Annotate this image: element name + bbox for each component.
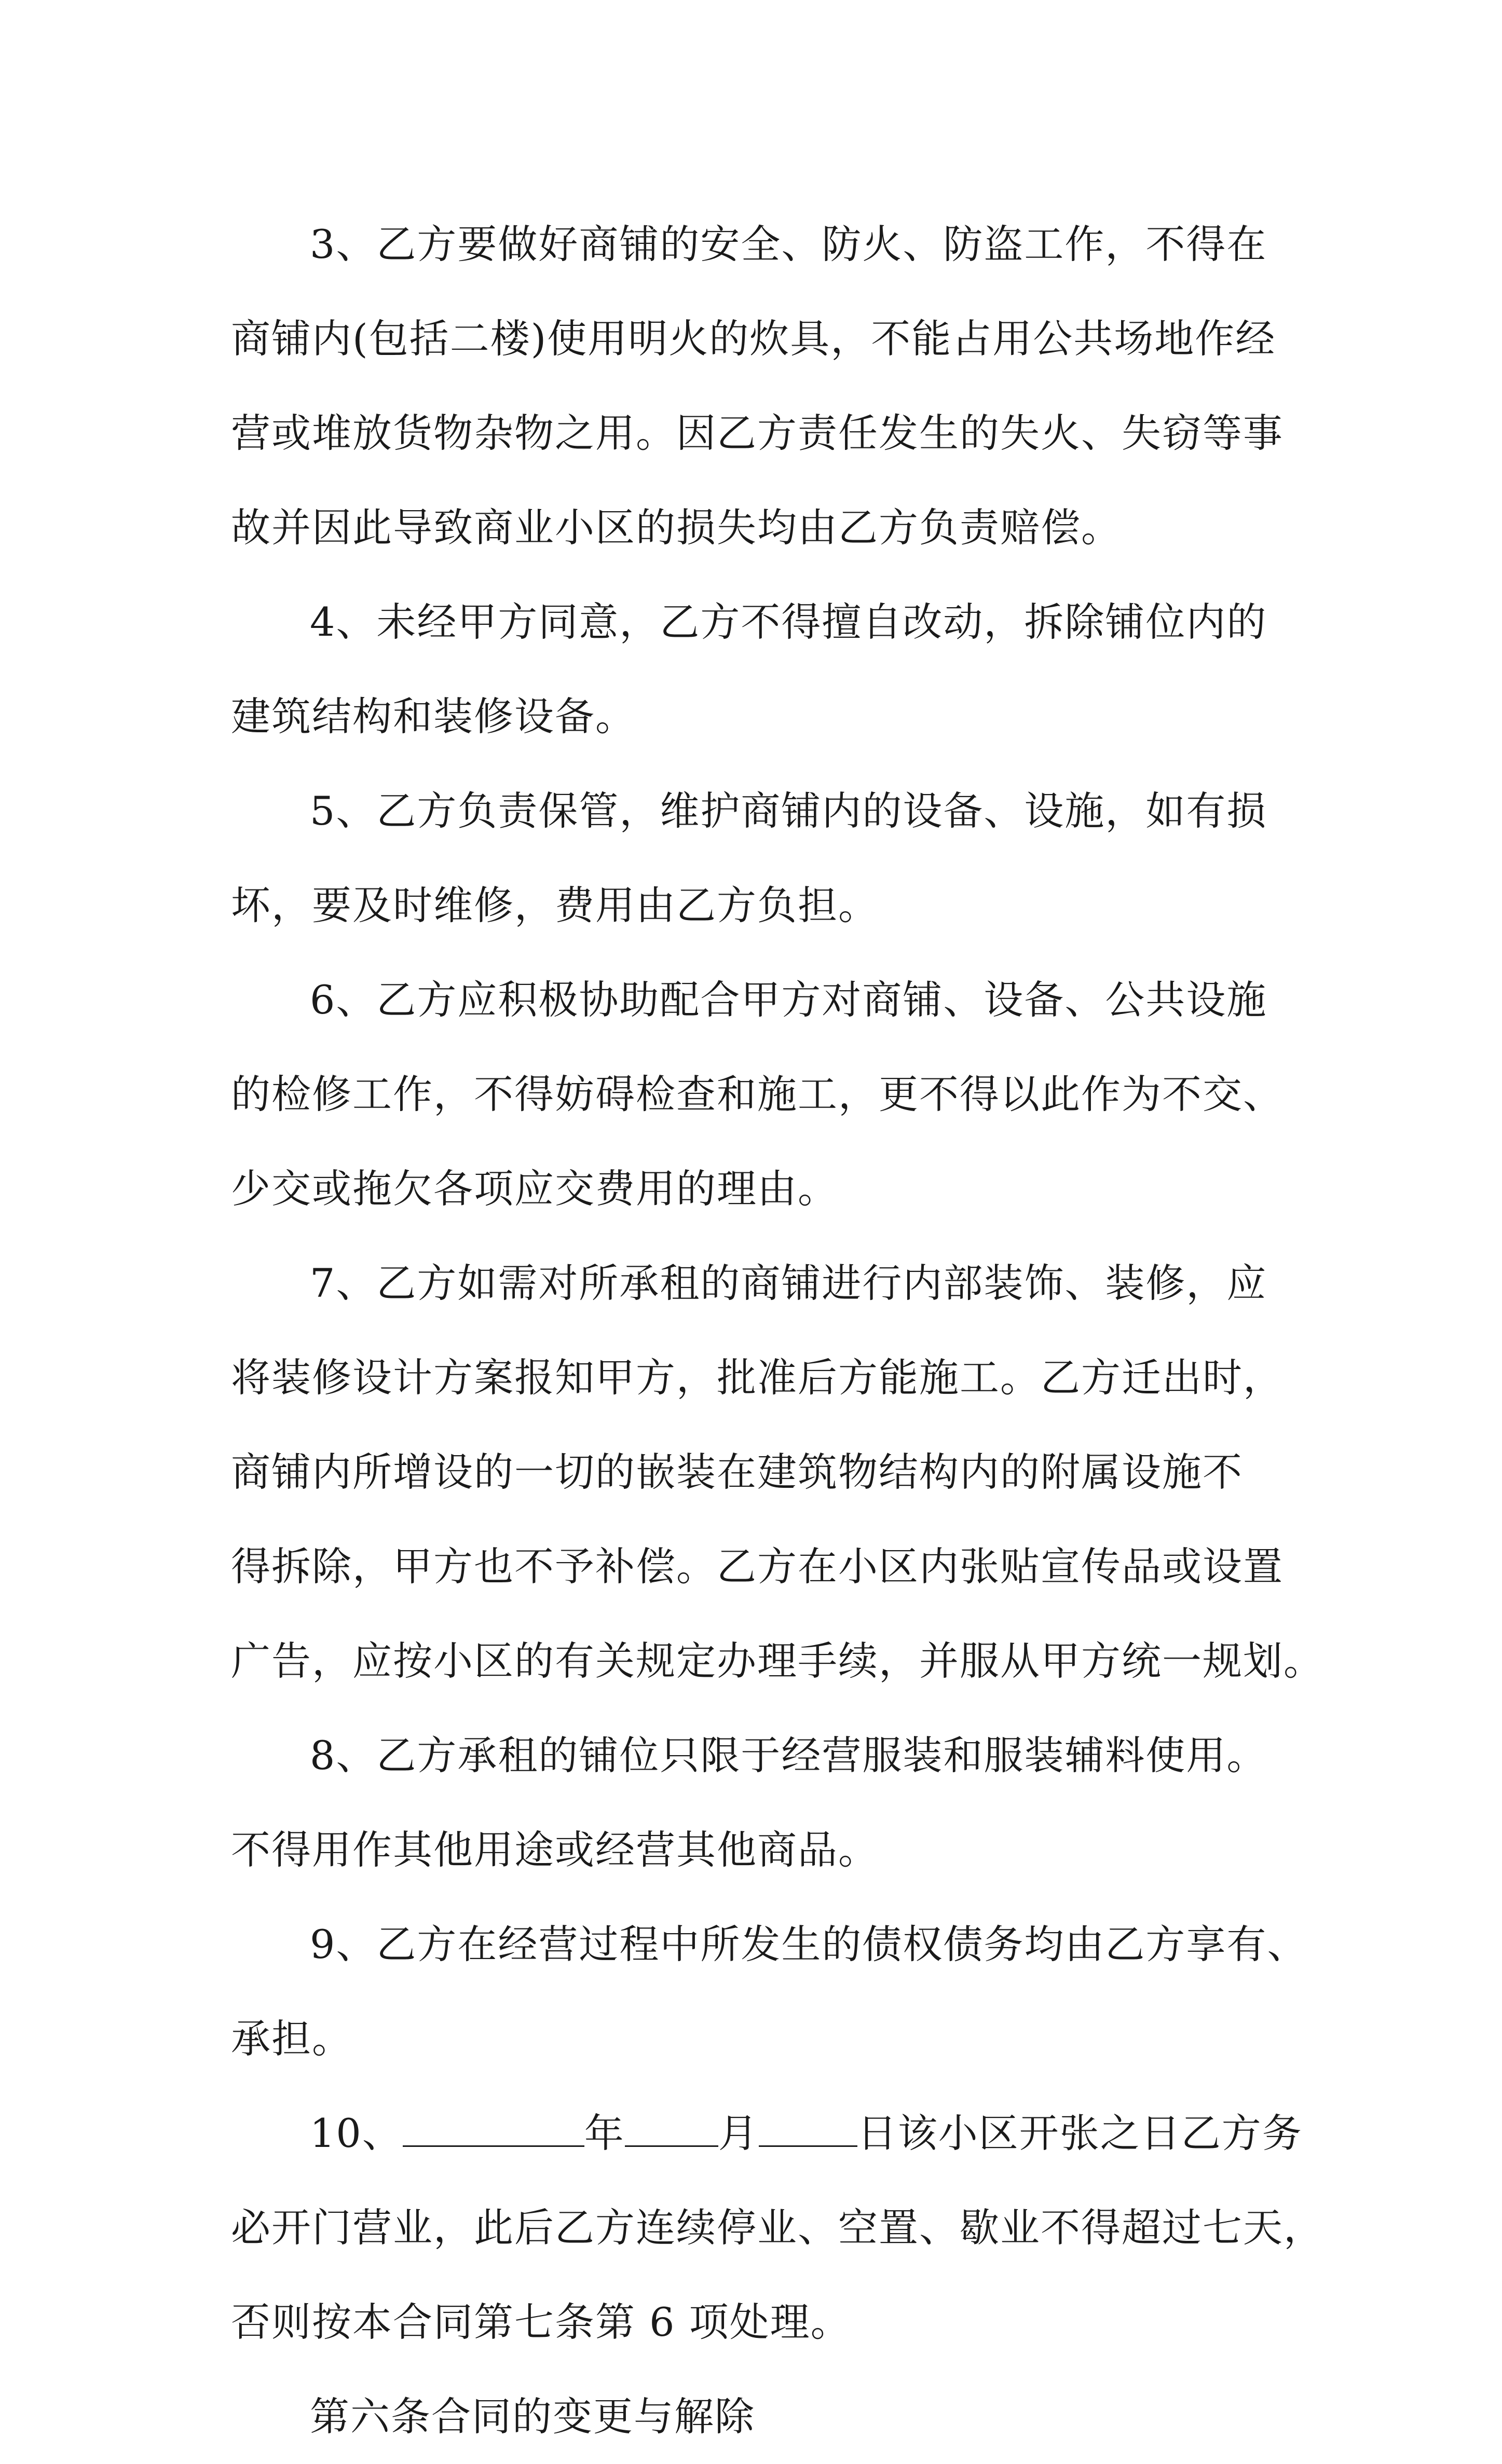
text-line: 坏，要及时维修，费用由乙方负担。: [231, 882, 879, 928]
text-line: 商铺内所增设的一切的嵌装在建筑物结构内的附属设施不: [231, 1449, 1243, 1495]
clause-5: [231, 764, 1285, 953]
text-line: 5、乙方负责保管，维护商铺内的设备、设施，如有损: [310, 788, 1267, 834]
text-line: 6、乙方应积极协助配合甲方对商铺、设备、公共设施: [310, 977, 1267, 1023]
text-line: 少交或拖欠各项应交费用的理由。: [231, 1166, 838, 1212]
text-line: 广告，应按小区的有关规定办理手续，并服从甲方统一规划。: [231, 1638, 1324, 1684]
clause-number: 10、: [310, 2110, 403, 2156]
text-line: 4、未经甲方同意，乙方不得擅自改动，拆除铺位内的: [310, 599, 1267, 645]
text-line: 否则按本合同第七条第 6 项处理。: [231, 2299, 851, 2345]
clause-7: [231, 1236, 1324, 1708]
text-line: 建筑结构和装修设备。: [231, 693, 636, 740]
text-line: 商铺内(包括二楼)使用明火的炊具，不能占用公共场地作经: [231, 316, 1276, 362]
text-line: 不得用作其他用途或经营其他商品。: [231, 1827, 879, 1873]
text-line: 得拆除，甲方也不予补偿。乙方在小区内张贴宣传品或设置: [231, 1543, 1283, 1590]
clause-3: [231, 197, 1285, 575]
text-line: 将装修设计方案报知甲方，批准后方能施工。乙方迁出时，: [231, 1354, 1283, 1401]
text-line: 7、乙方如需对所承租的商铺进行内部装饰、装修，应: [310, 1260, 1267, 1306]
clause-9: [231, 1897, 1308, 2086]
month-label: 月: [718, 2110, 759, 2156]
month-blank-field: [625, 2114, 718, 2147]
section-heading: [231, 2370, 1285, 2464]
text-line: 必开门营业，此后乙方连续停业、空置、歇业不得超过七天，: [231, 2205, 1324, 2251]
year-blank-field: [403, 2114, 584, 2147]
year-label: 年: [584, 2110, 625, 2156]
text-line: 3、乙方要做好商铺的安全、防火、防盗工作，不得在: [310, 221, 1267, 267]
clause-text: 日该小区开张之日乙方务: [857, 2110, 1303, 2156]
text-line: 营或堆放货物杂物之用。因乙方责任发生的失火、失窃等事: [231, 410, 1283, 456]
clause-8: [231, 1708, 1285, 1897]
clause-6: [231, 953, 1285, 1236]
text-line: 的检修工作，不得妨碍检查和施工，更不得以此作为不交、: [231, 1071, 1283, 1117]
day-blank-field: [759, 2114, 857, 2147]
clause-4: [231, 575, 1285, 764]
text-line: 承担。: [231, 2016, 352, 2062]
section-heading-text: 第六条合同的变更与解除: [310, 2393, 755, 2440]
text-line: 9、乙方在经营过程中所发生的债权债务均由乙方享有、: [310, 1921, 1308, 1967]
clause-10: [231, 2086, 1324, 2370]
text-line: [231, 2086, 1303, 2181]
text-line: 故并因此导致商业小区的损失均由乙方负责赔偿。: [231, 504, 1122, 551]
text-line: 8、乙方承租的铺位只限于经营服装和服装辅料使用。: [310, 1732, 1267, 1778]
